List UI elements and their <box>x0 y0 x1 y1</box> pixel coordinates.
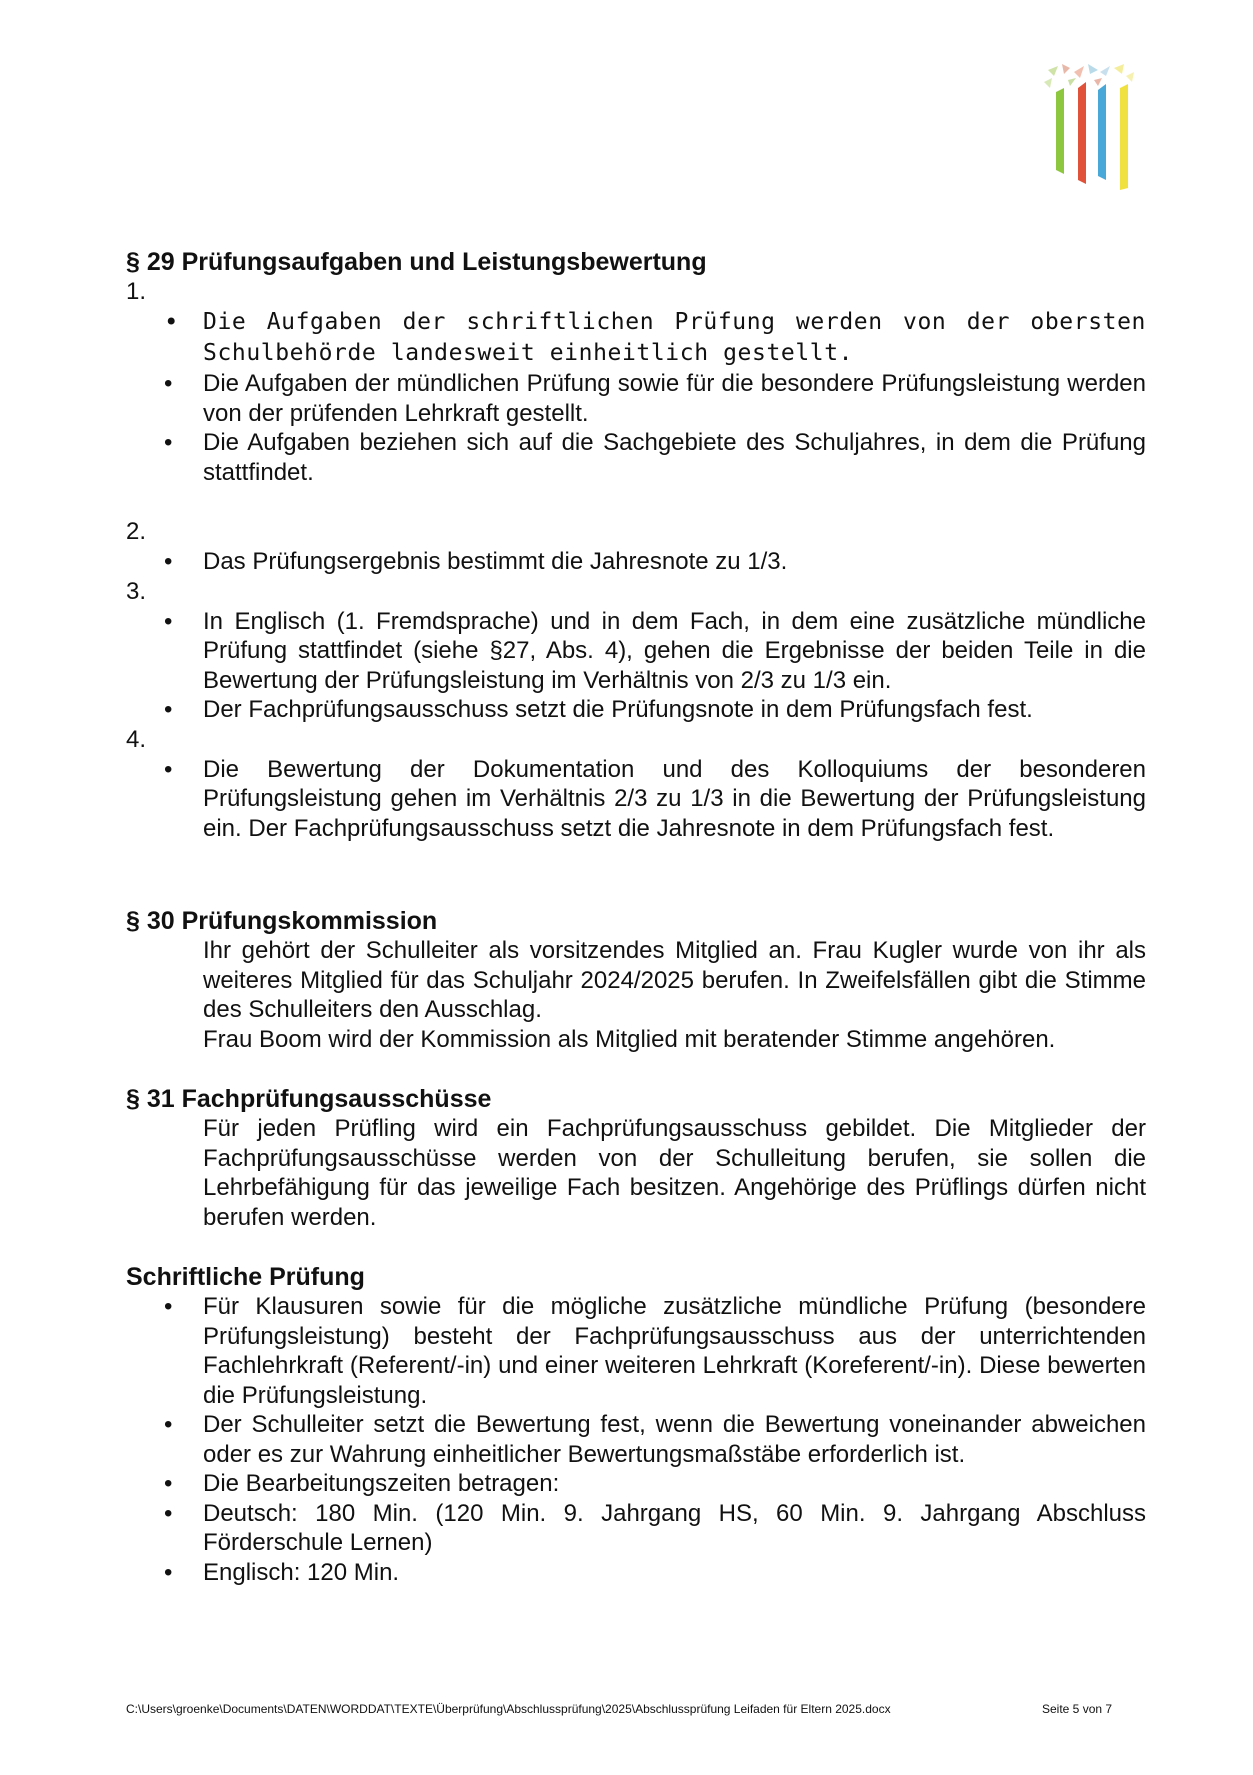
section-30-title: § 30 Prüfungskommission <box>126 907 438 935</box>
schriftliche-pruefung-title: Schriftliche Prüfung <box>126 1263 365 1291</box>
footer-file-path: C:\Users\groenke\Documents\DATEN\WORDDAT\TEXTE\Überprüfung\Abschlussprüfung\2025\Abschlussprüfung Leifaden für Eltern 2025.docx <box>126 1702 891 1716</box>
item-number: 4. <box>126 725 147 753</box>
section-31-paragraph: Für jeden Prüfling wird ein Fachprüfungsausschuss gebildet. Die Mitglieder der Fachprüfungsausschüsse werden von der Schulleitung berufen, sie sollen die Lehrbefähigung für das jeweilige Fach besitzen. Angehörige des Prüflings dürfen nicht berufen werden. <box>203 1115 1146 1231</box>
item-number: 2. <box>126 518 147 545</box>
section-30-paragraph: Ihr gehört der Schulleiter als vorsitzendes Mitglied an. Frau Kugler wurde von ihr als weiteres Mitglied für das Schuljahr 2024/2025 berufen. In Zweifelsfällen gibt die Stimme des Schulleiters den Ausschlag. <box>203 937 1146 1023</box>
list-item: • Die Bearbeitungszeiten betragen: <box>126 1469 1146 1499</box>
list-item: • Deutsch: 180 Min. (120 Min. 9. Jahrgang HS, 60 Min. 9. Jahrgang Abschluss Förderschule Lernen) <box>126 1499 1146 1558</box>
bullet-list <box>126 755 1146 844</box>
list-item: • Die Bewertung der Dokumentation und des Kolloquiums der besonderen Prüfungsleistung gehen im Verhältnis 2/3 zu 1/3 in die Bewertung der Prüfungsleistung ein. Der Fachprüfungsausschuss setzt die Jahresnote in dem Prüfungsfach fest. <box>126 755 1146 844</box>
bullet-list <box>126 1292 1146 1587</box>
list-item: • Englisch: 120 Min. <box>126 1558 1146 1588</box>
footer-page-number: Seite 5 von 7 <box>1042 1702 1113 1716</box>
school-logo <box>1040 62 1140 190</box>
list-item: • Die Aufgaben der mündlichen Prüfung sowie für die besondere Prüfungsleistung werden von der prüfenden Lehrkraft gestellt. <box>126 369 1146 428</box>
bullet-list <box>126 307 1146 487</box>
list-item: • In Englisch (1. Fremdsprache) und in dem Fach, in dem eine zusätzliche mündliche Prüfung stattfindet (siehe §27, Abs. 4), gehen die Ergebnisse der beiden Teile in die Bewertung der Prüfungsleistung im Verhältnis von 2/3 zu 1/3 ein. <box>126 607 1146 696</box>
section-29-title: § 29 Prüfungsaufgaben und Leistungsbewertung <box>126 248 707 276</box>
list-item: • Der Fachprüfungsausschuss setzt die Prüfungsnote in dem Prüfungsfach fest. <box>126 695 1146 725</box>
bullet-list <box>126 547 1146 577</box>
item-number: 3. <box>126 577 147 605</box>
section-31-title: § 31 Fachprüfungsausschüsse <box>126 1085 492 1113</box>
list-item: • Die Aufgaben der schriftlichen Prüfung werden von der obersten Schulbehörde landesweit einheitlich gestellt. <box>126 307 1146 369</box>
bullet-list <box>126 607 1146 725</box>
item-number: 1. <box>126 278 147 305</box>
list-item: • Die Aufgaben beziehen sich auf die Sachgebiete des Schuljahres, in dem die Prüfung stattfindet. <box>126 428 1146 487</box>
list-item: • Das Prüfungsergebnis bestimmt die Jahresnote zu 1/3. <box>126 547 1146 577</box>
list-item: • Der Schulleiter setzt die Bewertung fest, wenn die Bewertung voneinander abweichen oder es zur Wahrung einheitlicher Bewertungsmaßstäbe erforderlich ist. <box>126 1410 1146 1469</box>
section-30-paragraph-2: Frau Boom wird der Kommission als Mitglied mit beratender Stimme angehören. <box>203 1025 1056 1053</box>
list-item: • Für Klausuren sowie für die mögliche zusätzliche mündliche Prüfung (besondere Prüfungsleistung) besteht der Fachprüfungsausschuss aus der unterrichtenden Fachlehrkraft (Referent/-in) und einer weiteren Lehrkraft (Koreferent/-in). Diese bewerten die Prüfungsleistung. <box>126 1292 1146 1410</box>
